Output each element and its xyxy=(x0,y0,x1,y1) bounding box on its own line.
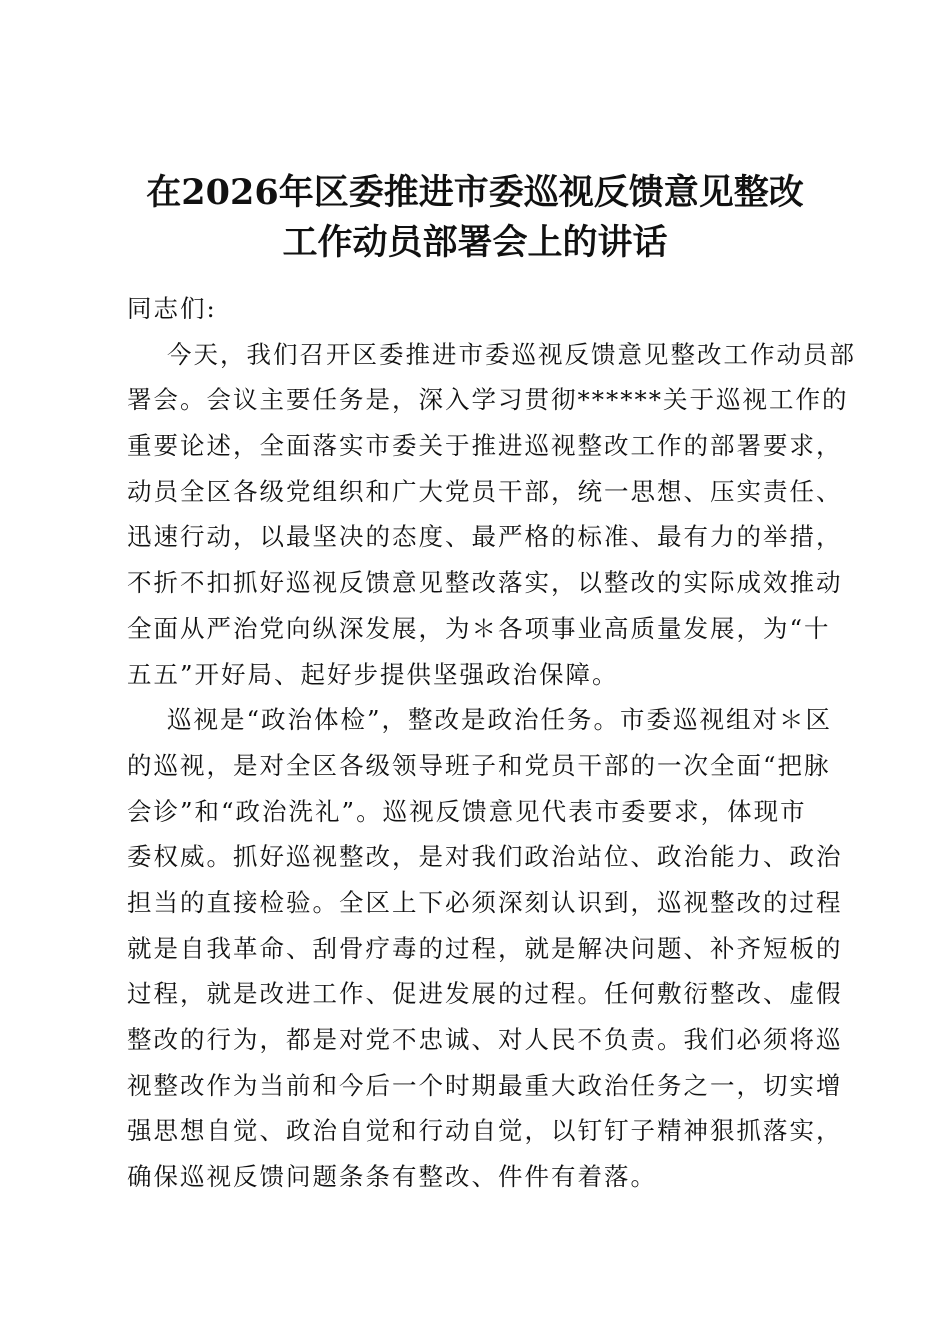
paragraph-2-line: 担当的直接检验。全区上下必须深刻认识到，巡视整改的过程 xyxy=(127,887,843,917)
paragraph-2-line: 就是自我革命、刮骨疗毒的过程，就是解决问题、补齐短板的 xyxy=(127,933,843,963)
paragraph-1-line: 今天，我们召开区委推进市委巡视反馈意见整改工作动员部 xyxy=(167,339,856,369)
paragraph-2-line: 强思想自觉、政治自觉和行动自觉，以钉钉子精神狠抓落实， xyxy=(127,1116,843,1146)
document-title-line-2: 工作动员部署会上的讲话 xyxy=(282,222,668,263)
paragraph-2-line: 视整改作为当前和今后一个时期最重大政治任务之一，切实增 xyxy=(127,1070,843,1100)
paragraph-2-line: 委权威。抓好巡视整改，是对我们政治站位、政治能力、政治 xyxy=(127,842,843,872)
document-title-line-1: 在2026年区委推进市委巡视反馈意见整改 xyxy=(146,172,804,213)
paragraph-2-line: 会诊”和“政治洗礼”。巡视反馈意见代表市委要求，体现市 xyxy=(127,796,807,826)
paragraph-1-line: 署会。会议主要任务是，深入学习贯彻******关于巡视工作的 xyxy=(127,385,849,415)
salutation: 同志们: xyxy=(127,294,217,323)
paragraph-1-line: 重要论述，全面落实市委关于推进巡视整改工作的部署要求， xyxy=(127,431,843,461)
paragraph-1-line: 全面从严治党向纵深发展，为＊各项事业高质量发展，为“十 xyxy=(127,613,831,643)
paragraph-2-line: 的巡视，是对全区各级领导班子和党员干部的一次全面“把脉 xyxy=(127,750,831,780)
paragraph-1-line: 五五”开好局、起好步提供坚强政治保障。 xyxy=(127,659,619,689)
paragraph-2-line: 过程，就是改进工作、促进发展的过程。任何敷衍整改、虚假 xyxy=(127,979,843,1009)
paragraph-2-line: 巡视是“政治体检”，整改是政治任务。市委巡视组对＊区 xyxy=(167,705,833,735)
paragraph-2 xyxy=(127,697,843,1200)
paragraph-1-line: 动员全区各级党组织和广大党员干部，统一思想、压实责任、 xyxy=(127,476,843,506)
paragraph-1-line: 不折不扣抓好巡视反馈意见整改落实，以整改的实际成效推动 xyxy=(127,568,843,598)
document-body xyxy=(127,286,856,1200)
paragraph-1-line: 迅速行动，以最坚决的态度、最严格的标准、最有力的举措， xyxy=(127,522,843,552)
paragraph-1 xyxy=(127,332,856,698)
paragraph-2-line: 确保巡视反馈问题条条有整改、件件有着落。 xyxy=(127,1162,657,1192)
paragraph-2-line: 整改的行为，都是对党不忠诚、对人民不负责。我们必须将巡 xyxy=(127,1025,843,1054)
